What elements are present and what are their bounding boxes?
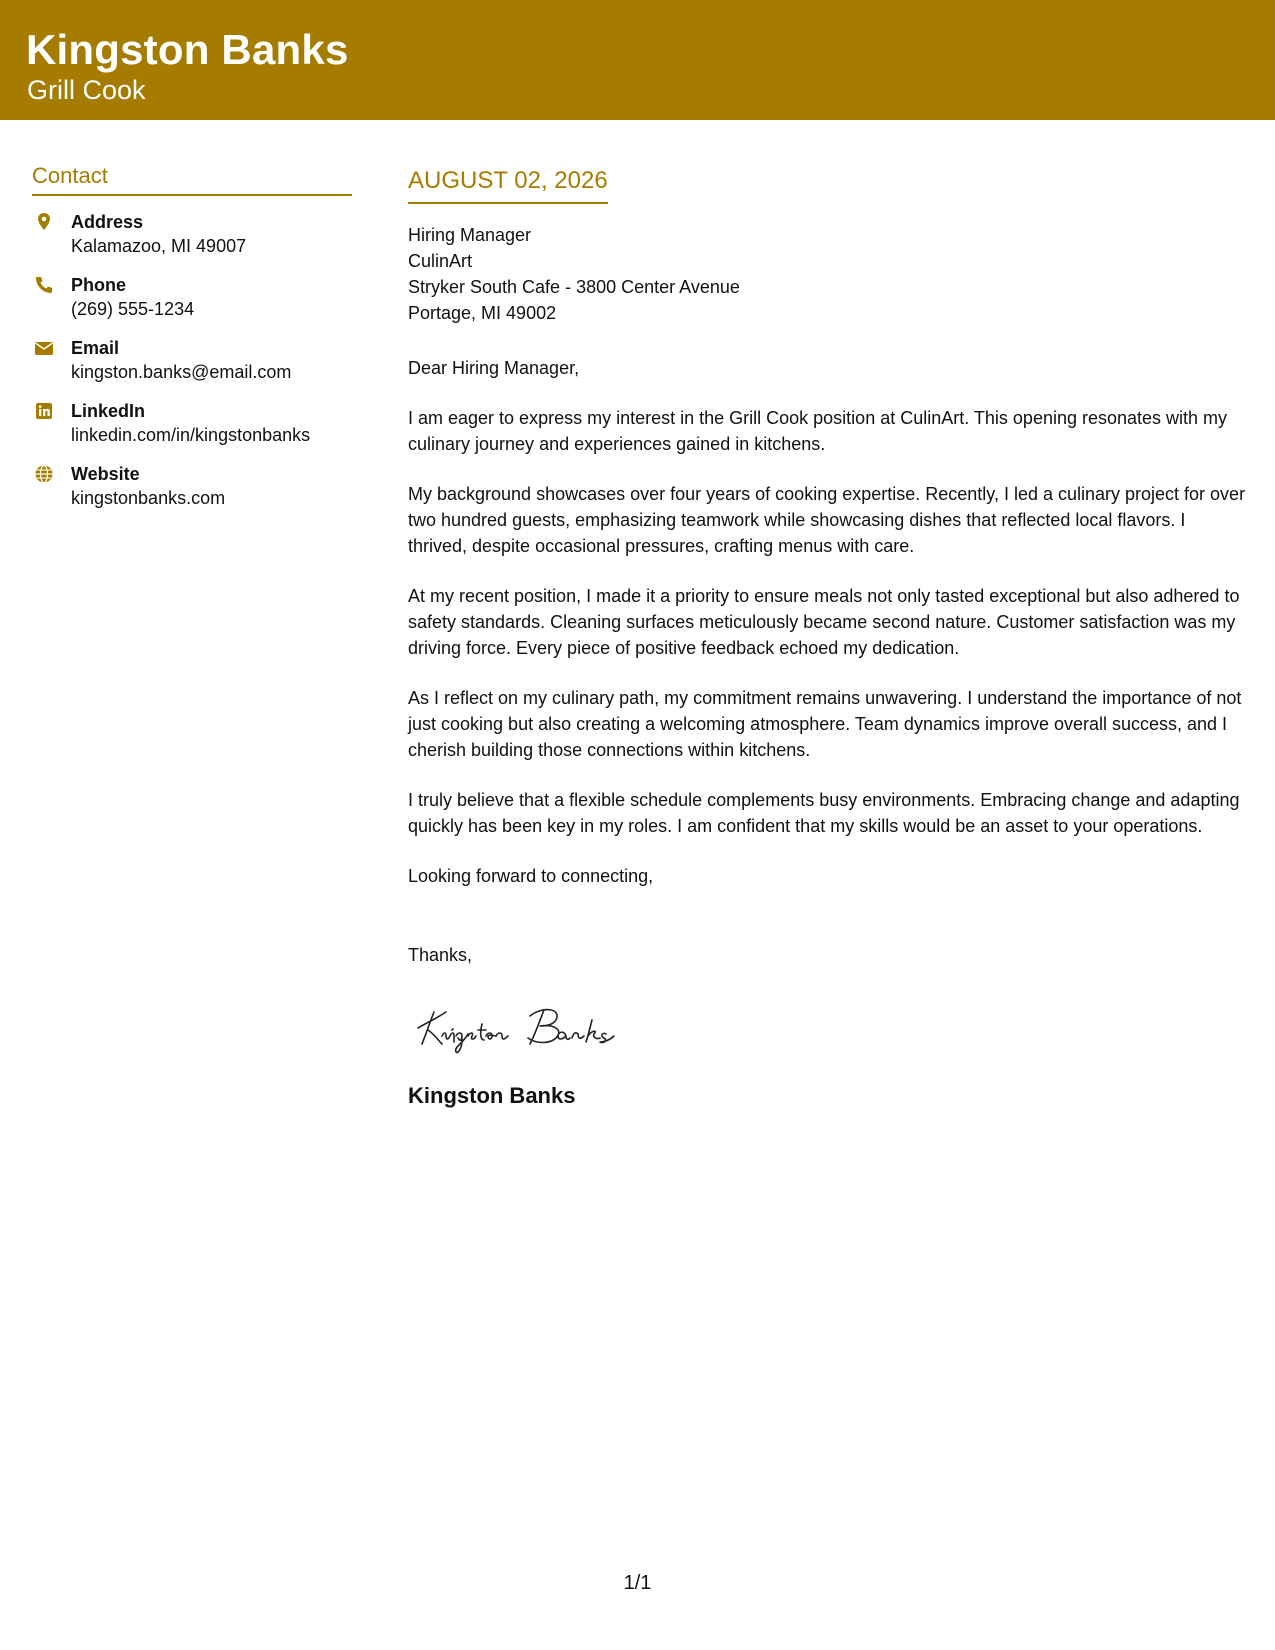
- contact-label: LinkedIn: [71, 401, 146, 421]
- contact-label: Phone: [71, 275, 127, 295]
- signer-name: Kingston Banks: [408, 1083, 576, 1108]
- contact-item-address: [32, 210, 352, 273]
- applicant-role: Grill Cook: [27, 75, 146, 105]
- contact-item-website: [32, 462, 352, 525]
- contact-label: Website: [71, 464, 140, 484]
- letter-paragraph: At my recent position, I made it a priority to ensure meals not only tasted exceptional but also adhered to safety standards. Cleaning surfaces meticulously became second nature. Customer satisfaction was my driving force. Every piece of positive feedback echoed my dedication.: [408, 586, 1240, 658]
- recipient-line: Portage, MI 49002: [408, 303, 557, 323]
- recipient-line: Stryker South Cafe - 3800 Center Avenue: [408, 277, 740, 297]
- closing-line: Looking forward to connecting,: [408, 866, 654, 886]
- envelope-icon: [34, 338, 54, 358]
- thanks-line: Thanks,: [408, 945, 473, 965]
- globe-icon: [34, 464, 54, 484]
- handwritten-signature: [412, 998, 672, 1054]
- letter-date: AUGUST 02, 2026: [408, 166, 608, 204]
- letter-body: [408, 166, 1246, 1111]
- contact-label: Email: [71, 338, 120, 358]
- recipient-line: CulinArt: [408, 251, 473, 271]
- contact-item-phone: [32, 273, 352, 336]
- contact-item-email: [32, 336, 352, 399]
- contact-item-linkedin: [32, 399, 352, 462]
- applicant-name: Kingston Banks: [26, 26, 349, 73]
- letter-paragraph: I truly believe that a flexible schedule complements busy environments. Embracing change and adapting quickly has been key in my roles. I am confident that my skills would be an asset to your operations.: [408, 790, 1240, 836]
- recipient-line: Hiring Manager: [408, 225, 532, 245]
- letter-paragraph: I am eager to express my interest in the Grill Cook position at CulinArt. This opening resonates with my culinary journey and experiences gained in kitchens.: [408, 408, 1228, 454]
- letter-paragraph: My background showcases over four years of cooking expertise. Recently, I led a culinary project for over two hundred guests, emphasizing teamwork while showcasing dishes that reflected local flavors. I thrived, despite occasional pressures, crafting menus with care.: [408, 484, 1246, 556]
- header-banner: [0, 0, 1275, 120]
- contact-value: kingston.banks@email.com: [71, 362, 292, 382]
- contact-value: linkedin.com/in/kingstonbanks: [71, 425, 311, 445]
- salutation: Dear Hiring Manager,: [408, 358, 580, 378]
- contact-label: Address: [71, 212, 144, 232]
- contact-value: kingstonbanks.com: [71, 488, 226, 508]
- contact-value: (269) 555-1234: [71, 299, 195, 319]
- contact-section-title: Contact: [32, 162, 352, 196]
- recipient-block: [408, 222, 1246, 326]
- linkedin-icon: [34, 401, 54, 421]
- map-pin-icon: [34, 212, 54, 232]
- letter-paragraph: As I reflect on my culinary path, my commitment remains unwavering. I understand the importance of not just cooking but also creating a welcoming atmosphere. Team dynamics improve overall success, and I cherish building those connections within kitchens.: [408, 688, 1242, 760]
- page-number: 1/1: [623, 1572, 652, 1594]
- contact-value: Kalamazoo, MI 49007: [71, 236, 247, 256]
- contact-sidebar: [32, 162, 352, 525]
- phone-icon: [34, 275, 54, 295]
